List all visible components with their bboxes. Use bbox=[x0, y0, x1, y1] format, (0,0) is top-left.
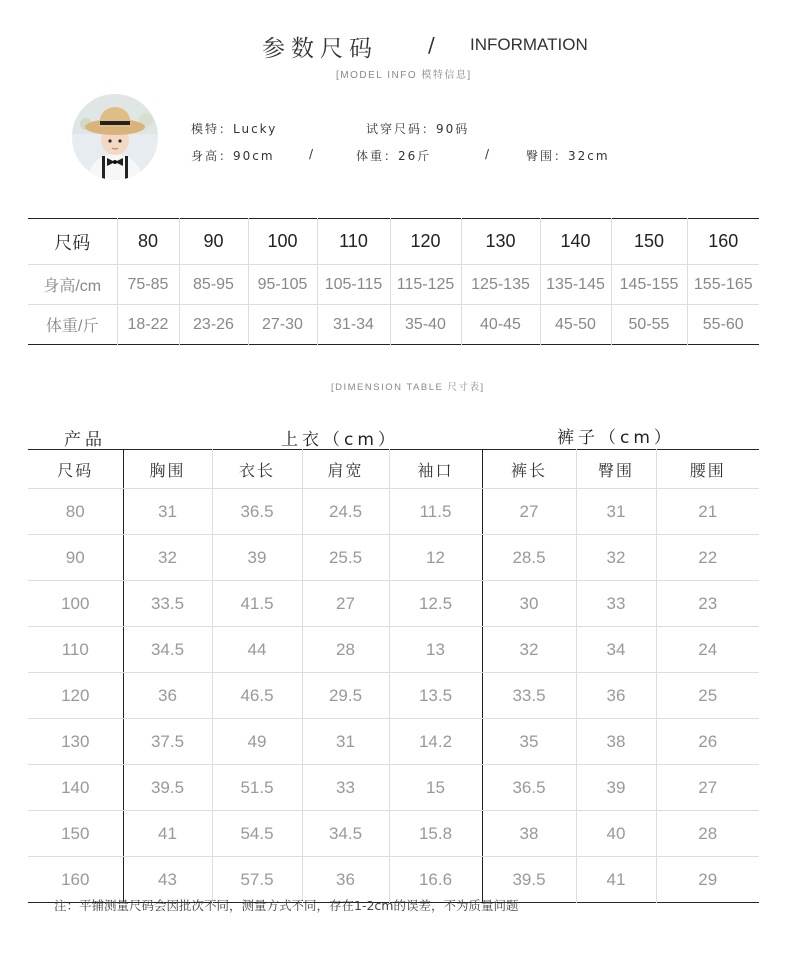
size-cell: 110 bbox=[317, 219, 390, 265]
table-cell: 105-115 bbox=[317, 265, 390, 305]
model-name: 模特：Lucky bbox=[191, 122, 278, 136]
table-cell: 135-145 bbox=[540, 265, 611, 305]
page-title-english: INFORMATION bbox=[470, 35, 588, 54]
table-cell: 22 bbox=[656, 535, 759, 581]
table-cell: 57.5 bbox=[212, 857, 302, 903]
table-cell: 27 bbox=[302, 581, 389, 627]
model-weight: 体重：26斤 bbox=[356, 149, 432, 163]
table-cell: 51.5 bbox=[212, 765, 302, 811]
title-separator: / bbox=[428, 33, 435, 57]
table-row bbox=[28, 627, 759, 673]
table-cell: 32 bbox=[123, 535, 212, 581]
model-height: 身高：90cm bbox=[191, 149, 275, 163]
table-cell: 28 bbox=[656, 811, 759, 857]
size-cell: 80 bbox=[117, 219, 179, 265]
table-cell: 30 bbox=[482, 581, 576, 627]
table-cell: 36 bbox=[302, 857, 389, 903]
row-size-cell: 150 bbox=[28, 811, 123, 857]
size-cell: 160 bbox=[687, 219, 759, 265]
dimension-table-title: [DIMENSION TABLE 尺寸表] bbox=[331, 382, 485, 393]
row-size-cell: 140 bbox=[28, 765, 123, 811]
weight-range-row bbox=[28, 305, 759, 345]
table-cell: 145-155 bbox=[611, 265, 687, 305]
model-avatar bbox=[72, 94, 158, 180]
size-cell: 90 bbox=[179, 219, 248, 265]
table-cell: 16.6 bbox=[389, 857, 482, 903]
size-cell: 150 bbox=[611, 219, 687, 265]
table-cell: 41 bbox=[576, 857, 656, 903]
table-cell: 29.5 bbox=[302, 673, 389, 719]
size-cell: 130 bbox=[461, 219, 540, 265]
table-cell: 40 bbox=[576, 811, 656, 857]
table-cell: 29 bbox=[656, 857, 759, 903]
table-cell: 38 bbox=[482, 811, 576, 857]
table-row bbox=[28, 489, 759, 535]
table-cell: 13.5 bbox=[389, 673, 482, 719]
row-size-cell: 120 bbox=[28, 673, 123, 719]
size-cell: 140 bbox=[540, 219, 611, 265]
row-size-cell: 110 bbox=[28, 627, 123, 673]
table-cell: 11.5 bbox=[389, 489, 482, 535]
table-cell: 35-40 bbox=[390, 305, 461, 345]
table-cell: 39.5 bbox=[482, 857, 576, 903]
child-portrait-image bbox=[72, 94, 158, 180]
table-cell: 23-26 bbox=[179, 305, 248, 345]
table-cell: 39 bbox=[576, 765, 656, 811]
column-header: 胸围 bbox=[123, 450, 212, 489]
column-header: 裤长 bbox=[482, 450, 576, 489]
table-cell: 36 bbox=[576, 673, 656, 719]
table-cell: 50-55 bbox=[611, 305, 687, 345]
table-cell: 33.5 bbox=[482, 673, 576, 719]
row-label: 体重/斤 bbox=[46, 318, 99, 335]
row-size-cell: 90 bbox=[28, 535, 123, 581]
row-size-cell: 160 bbox=[61, 869, 90, 889]
column-header: 袖口 bbox=[389, 450, 482, 489]
row-label: 身高/cm bbox=[28, 265, 117, 305]
table-cell: 23 bbox=[656, 581, 759, 627]
table-row bbox=[28, 535, 759, 581]
table-cell: 24.5 bbox=[302, 489, 389, 535]
table-cell: 54.5 bbox=[212, 811, 302, 857]
table-cell: 35 bbox=[482, 719, 576, 765]
row-size-cell: 130 bbox=[28, 719, 123, 765]
table-cell: 34 bbox=[576, 627, 656, 673]
table-cell: 33 bbox=[576, 581, 656, 627]
table-cell: 46.5 bbox=[212, 673, 302, 719]
size-table-header-row bbox=[28, 219, 759, 265]
table-cell: 28 bbox=[302, 627, 389, 673]
table-cell: 115-125 bbox=[390, 265, 461, 305]
model-info-subtitle: [MODEL INFO 模特信息] bbox=[336, 70, 472, 81]
table-cell: 33 bbox=[302, 765, 389, 811]
table-cell: 31-34 bbox=[317, 305, 390, 345]
info-separator: / bbox=[309, 147, 316, 161]
column-header: 腰围 bbox=[656, 450, 759, 489]
column-header: 臀围 bbox=[576, 450, 656, 489]
table-cell: 31 bbox=[123, 489, 212, 535]
table-cell: 43 bbox=[123, 857, 212, 903]
table-cell: 13 bbox=[389, 627, 482, 673]
table-cell: 44 bbox=[212, 627, 302, 673]
row-size-cell: 80 bbox=[28, 489, 123, 535]
size-table bbox=[28, 218, 759, 345]
page-title: 参数尺码 bbox=[262, 36, 378, 62]
table-cell: 34.5 bbox=[302, 811, 389, 857]
table-cell: 27-30 bbox=[248, 305, 317, 345]
table-cell: 31 bbox=[302, 719, 389, 765]
table-cell: 55-60 bbox=[687, 305, 759, 345]
table-cell: 31 bbox=[576, 489, 656, 535]
table-cell: 41.5 bbox=[212, 581, 302, 627]
table-cell: 125-135 bbox=[461, 265, 540, 305]
table-cell: 95-105 bbox=[248, 265, 317, 305]
table-cell: 15 bbox=[389, 765, 482, 811]
size-cell: 120 bbox=[390, 219, 461, 265]
dimension-table bbox=[28, 449, 759, 903]
table-cell: 36 bbox=[123, 673, 212, 719]
table-cell: 25.5 bbox=[302, 535, 389, 581]
table-cell: 40-45 bbox=[461, 305, 540, 345]
table-cell: 34.5 bbox=[123, 627, 212, 673]
table-cell: 28.5 bbox=[482, 535, 576, 581]
table-cell: 27 bbox=[656, 765, 759, 811]
top-group-header: 上衣（cm） bbox=[281, 430, 399, 450]
table-cell: 18-22 bbox=[117, 305, 179, 345]
table-cell: 39 bbox=[212, 535, 302, 581]
table-cell: 12.5 bbox=[389, 581, 482, 627]
model-trial-size: 试穿尺码：90码 bbox=[366, 122, 470, 136]
table-row bbox=[28, 719, 759, 765]
column-header: 肩宽 bbox=[302, 450, 389, 489]
table-cell: 45-50 bbox=[540, 305, 611, 345]
dimension-header-row bbox=[28, 450, 759, 489]
table-cell: 155-165 bbox=[687, 265, 759, 305]
table-cell: 38 bbox=[576, 719, 656, 765]
pants-group-header: 裤子（cm） bbox=[557, 428, 675, 448]
row-size-cell: 100 bbox=[28, 581, 123, 627]
table-cell: 36.5 bbox=[482, 765, 576, 811]
size-cell: 100 bbox=[248, 219, 317, 265]
table-cell: 37.5 bbox=[123, 719, 212, 765]
table-cell: 49 bbox=[212, 719, 302, 765]
height-range-row bbox=[28, 265, 759, 305]
product-label: 产品 bbox=[64, 430, 106, 450]
table-cell: 14.2 bbox=[389, 719, 482, 765]
table-cell: 12 bbox=[389, 535, 482, 581]
table-row bbox=[28, 765, 759, 811]
table-cell: 39.5 bbox=[123, 765, 212, 811]
table-row bbox=[28, 811, 759, 857]
table-cell: 15.8 bbox=[389, 811, 482, 857]
column-header: 尺码 bbox=[28, 450, 123, 489]
table-cell: 24 bbox=[656, 627, 759, 673]
table-cell: 85-95 bbox=[179, 265, 248, 305]
table-cell: 75-85 bbox=[117, 265, 179, 305]
table-cell: 26 bbox=[656, 719, 759, 765]
info-separator: / bbox=[485, 147, 492, 161]
table-cell: 32 bbox=[482, 627, 576, 673]
size-header-label: 尺码 bbox=[28, 219, 117, 265]
table-cell: 32 bbox=[576, 535, 656, 581]
table-cell: 41 bbox=[123, 811, 212, 857]
table-row bbox=[28, 673, 759, 719]
table-cell: 36.5 bbox=[212, 489, 302, 535]
table-row bbox=[28, 581, 759, 627]
table-cell: 21 bbox=[656, 489, 759, 535]
table-cell: 25 bbox=[656, 673, 759, 719]
table-cell: 33.5 bbox=[123, 581, 212, 627]
column-header: 衣长 bbox=[212, 450, 302, 489]
table-cell: 27 bbox=[482, 489, 576, 535]
measurement-note: 注：平铺测量尺码会因批次不同，测量方式不同，存在1-2cm的误差，不为质量问题 bbox=[54, 898, 519, 913]
model-hip: 臀围：32cm bbox=[526, 149, 610, 163]
